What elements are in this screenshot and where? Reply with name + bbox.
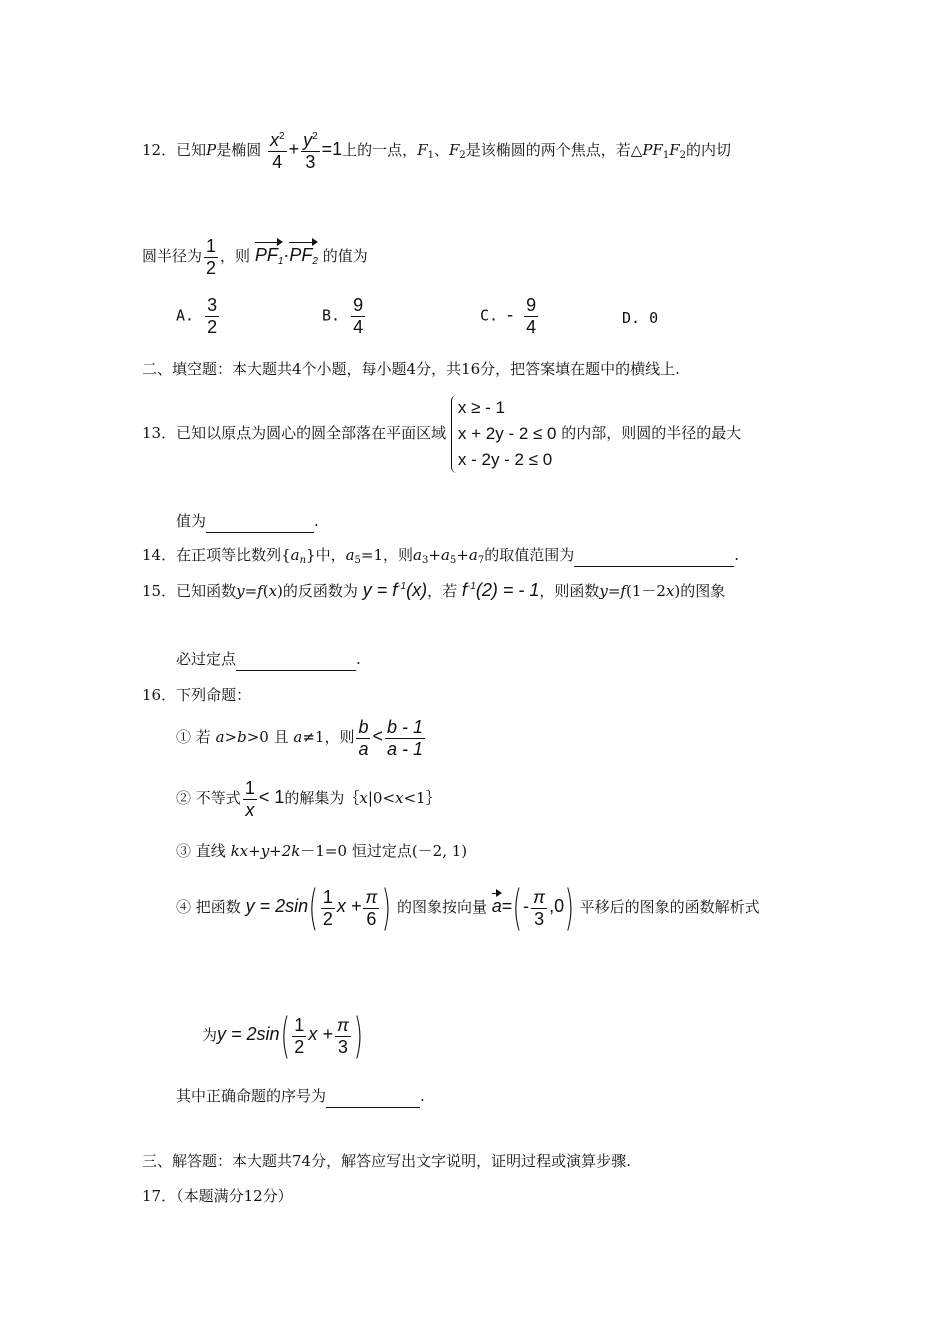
q13-line1 (142, 395, 741, 473)
answer-blank[interactable] (326, 1089, 420, 1108)
q12-text: 是该椭圆的两个焦点，若△ (465, 141, 643, 160)
option-a: A. $\frac{3}{2}$ (176, 295, 218, 337)
q12-text: 的内切 (686, 141, 732, 160)
q12-line2: 圆半径为 $\frac{1}{2}$ ，则 $PF_1\cdot PF_2$ 的值为 (142, 236, 368, 278)
q13-number: 13． (142, 424, 177, 442)
q16-title: 16．下列命题： (142, 686, 252, 704)
ellipse-y-fraction: $\frac{y^2}{3}$ (303, 130, 318, 172)
q13-text: 的内部，则圆的半径的最大 (561, 424, 742, 442)
radius-fraction: $\frac{1}{2}$ (206, 236, 217, 278)
vector-pf2: $PF_2$ (289, 245, 318, 265)
answer-blank[interactable] (574, 548, 734, 567)
constraint-system: x ≥ - 1 x + 2y - 2 ≤ 0 x - 2y - 2 ≤ 0 (451, 395, 557, 473)
q12-text: 上的一点， (342, 141, 418, 160)
q16-item-4-result: 为y = 2sin( $\frac{1}{2}$ x + $\frac{\pi}{3}$ ) (202, 1008, 363, 1064)
option-b: B. $\frac{9}{4}$ (322, 295, 364, 337)
q13-text: 已知以原点为圆心的圆全部落在平面区域 (176, 424, 447, 442)
q12-point: P (206, 141, 217, 160)
q16-answer: 其中正确命题的序号为 . (176, 1085, 425, 1108)
vector-a: a (492, 892, 502, 917)
q15-line1: 15．已知函数y=f(x)的反函数为 $y = f^{-1}(x)$，若 $f^{-1}(2)$ = - 1，则函数y=f(1－2x)的图象 (142, 580, 726, 600)
inverse-condition: $f^{-1}(2)$ = - 1 (461, 580, 540, 600)
q16-item-4: ④ 把函数 y = 2sin( $\frac{1}{2}$ x + $\frac{\pi}{6}$ ) 的图象按向量 a=(- $\frac{\pi}{3}$ ,0) 平移后的图象的函数解析式 (176, 880, 760, 936)
q12-text: 是椭圆 (216, 141, 262, 160)
q12-line1: 12．已知P是椭圆 $\frac{x^2}{4}$ + $\frac{y^2}{3}$ =1上的一点，$F_1$、$F_2$是该椭圆的两个焦点，若$\triangle PF_1F_2$的内切 (142, 130, 732, 172)
equals-one: =1 (321, 139, 343, 160)
q12-text: 的值为 (322, 247, 368, 266)
section-3-heading: 三、解答题：本大题共74分，解答应写出文字说明，证明过程或演算步骤. (142, 1152, 631, 1170)
q16-item-3: ③ 直线 kx+y+2k－1=0 恒过定点(－2, 1) (176, 842, 468, 860)
option-d: D. 0 (622, 309, 659, 327)
q16-item-1: ① 若 a>b>0 且 a≠1，则 $\frac{b}{a}$ < $\frac{b - 1}{a - 1}$ (176, 717, 424, 759)
section-2-heading: 二、填空题：本大题共4个小题，每小题4分，共16分，把答案填在题中的横线上. (142, 360, 680, 378)
plus-sign: + (288, 139, 300, 160)
q14-line: 14．在正项等比数列$\{a_n\}$中，$a_5=1$，则$a_3+a_5+a_7$的取值范围为 . (142, 546, 739, 566)
answer-blank[interactable] (206, 514, 314, 533)
focus-f1: F (417, 141, 428, 160)
answer-blank[interactable] (236, 652, 356, 671)
option-c: C. - $\frac{9}{4}$ (480, 295, 537, 337)
q17-heading: 17．（本题满分12分） (142, 1187, 293, 1205)
q15-line2: 必过定点 . (176, 648, 361, 671)
focus-f2: F (449, 141, 460, 160)
q16-item-2: ② 不等式 $\frac{1}{x}$ < 1的解集为｛x|0<x<1｝ (176, 778, 441, 820)
q12-text: 圆半径为 (142, 247, 203, 266)
dot-operator: · (283, 245, 290, 266)
q13-line2: 值为 . (176, 510, 319, 533)
q12-text: 已知 (176, 141, 207, 160)
triangle-label: PF (642, 141, 663, 160)
ellipse-x-fraction: $\frac{x^2}{4}$ (270, 130, 285, 172)
q12-number: 12． (142, 141, 177, 160)
inverse-function: $y = f^{-1}(x)$ (362, 580, 428, 600)
vector-pf1: $PF_1$ (255, 245, 284, 265)
